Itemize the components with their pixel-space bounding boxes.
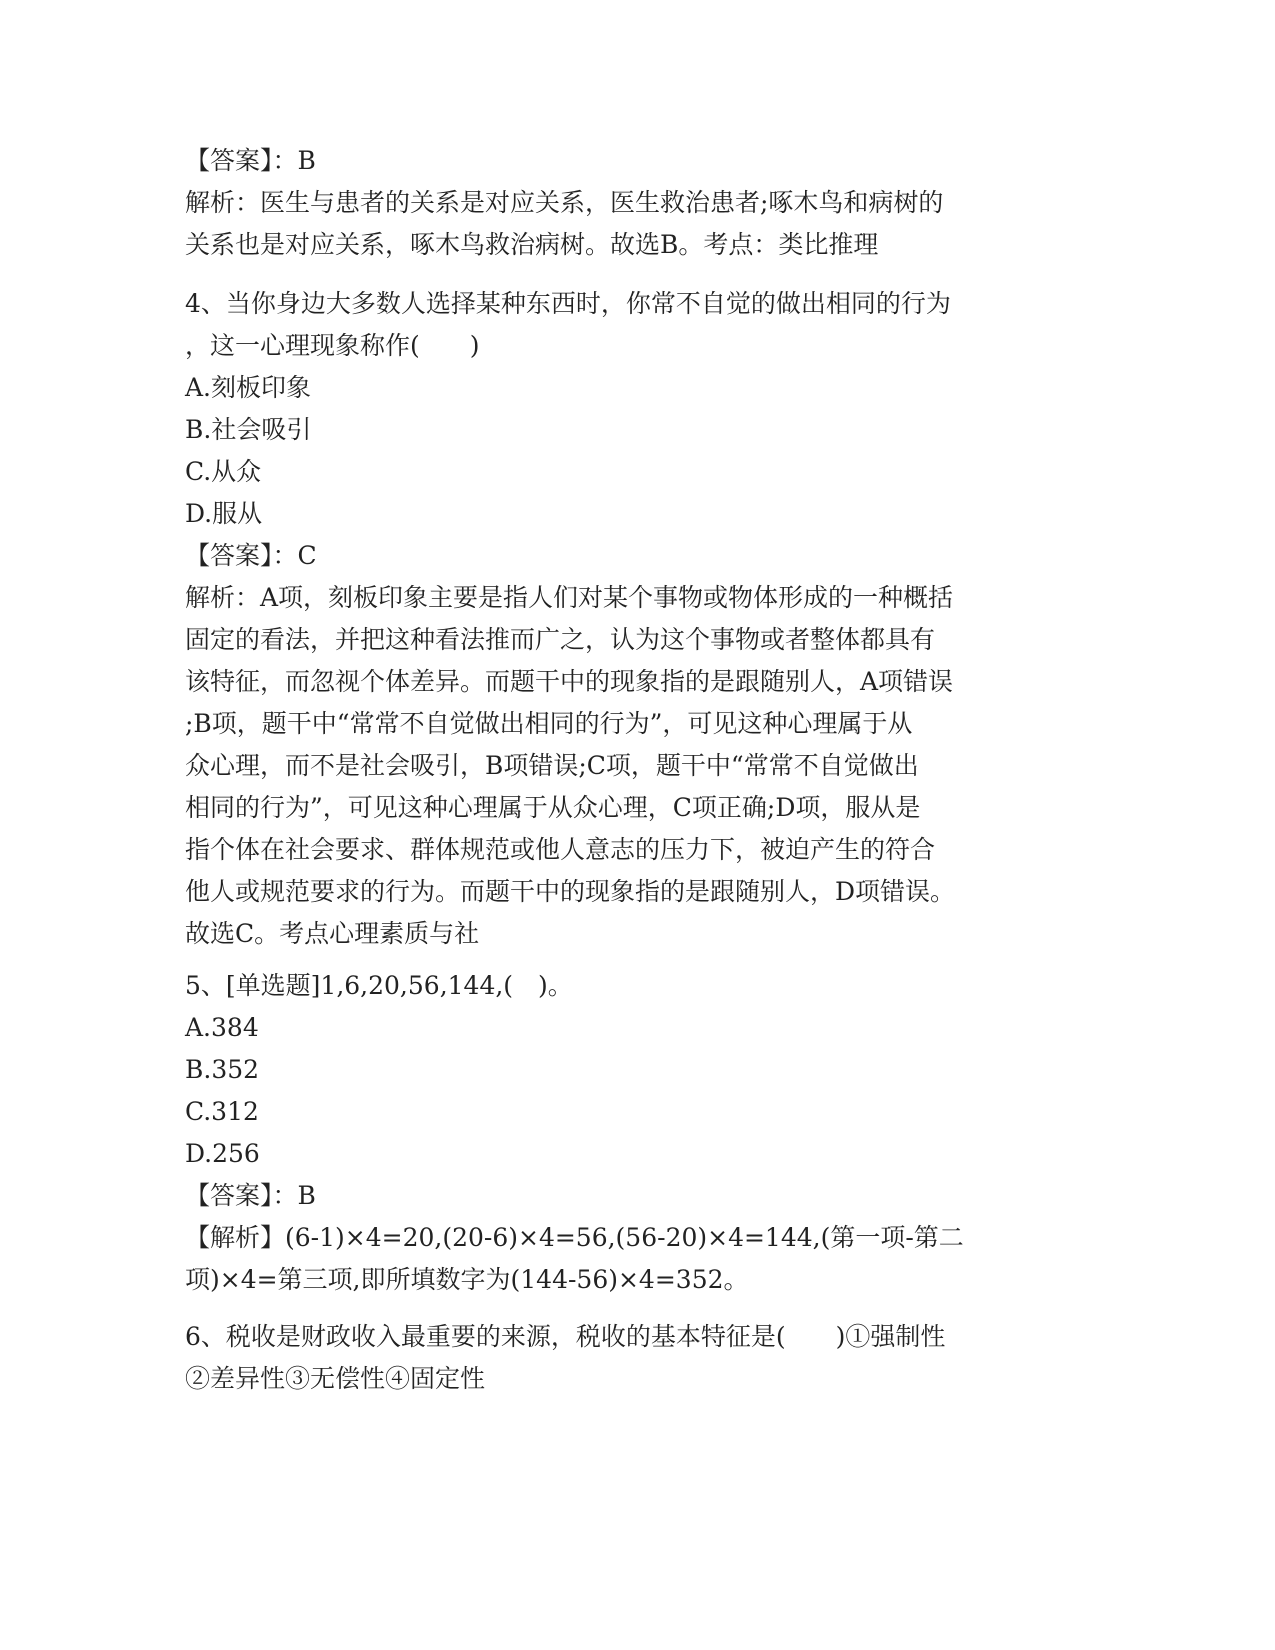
answer-line: 【答案】：B xyxy=(185,146,316,175)
analysis-line: ;B项，题干中“常常不自觉做出相同的行为”，可见这种心理属于从 xyxy=(185,709,913,738)
option-a: A.384 xyxy=(185,1013,259,1042)
option-c: C.312 xyxy=(185,1097,259,1126)
question-stem: 6、税收是财政收入最重要的来源，税收的基本特征是( )①强制性 xyxy=(185,1322,946,1351)
analysis-line: 解析：医生与患者的关系是对应关系，医生救治患者;啄木鸟和病树的 xyxy=(185,188,944,217)
question-stem: ②差异性③无偿性④固定性 xyxy=(185,1364,486,1393)
answer-line: 【答案】：C xyxy=(185,541,317,570)
analysis-line: 解析：A项，刻板印象主要是指人们对某个事物或物体形成的一种概括 xyxy=(185,583,954,612)
option-b: B.352 xyxy=(185,1055,260,1084)
analysis-line: 相同的行为”，可见这种心理属于从众心理，C项正确;D项，服从是 xyxy=(185,793,921,822)
analysis-line: 指个体在社会要求、群体规范或他人意志的压力下，被迫产生的符合 xyxy=(185,835,936,864)
question-stem: 4、当你身边大多数人选择某种东西时，你常不自觉的做出相同的行为 xyxy=(185,289,951,318)
option-b: B.社会吸引 xyxy=(185,415,312,444)
analysis-line: 众心理，而不是社会吸引，B项错误;C项，题干中“常常不自觉做出 xyxy=(185,751,919,780)
analysis-line: 固定的看法，并把这种看法推而广之，认为这个事物或者整体都具有 xyxy=(185,625,936,654)
analysis-line: 项)×4=第三项,即所填数字为(144-56)×4=352。 xyxy=(185,1265,749,1294)
analysis-line: 关系也是对应关系，啄木鸟救治病树。故选B。考点：类比推理 xyxy=(185,230,879,259)
option-c: C.从众 xyxy=(185,457,262,486)
option-a: A.刻板印象 xyxy=(185,373,312,402)
question-4 xyxy=(185,283,1085,955)
question-3-tail xyxy=(185,140,1085,266)
analysis-line: 故选C。考点心理素质与社 xyxy=(185,919,480,948)
answer-line: 【答案】：B xyxy=(185,1181,316,1210)
question-6 xyxy=(185,1316,1085,1400)
question-stem: 5、[单选题]1,6,20,56,144,( )。 xyxy=(185,971,573,1000)
option-d: D.服从 xyxy=(185,499,263,528)
analysis-line: 他人或规范要求的行为。而题干中的现象指的是跟随别人，D项错误。 xyxy=(185,877,956,906)
question-5 xyxy=(185,965,1085,1301)
option-d: D.256 xyxy=(185,1139,260,1168)
question-stem: ，这一心理现象称作( ) xyxy=(185,331,480,360)
analysis-line: 【解析】(6-1)×4=20,(20-6)×4=56,(56-20)×4=144,(第一项-第二 xyxy=(185,1223,964,1252)
analysis-line: 该特征，而忽视个体差异。而题干中的现象指的是跟随别人，A项错误 xyxy=(185,667,954,696)
